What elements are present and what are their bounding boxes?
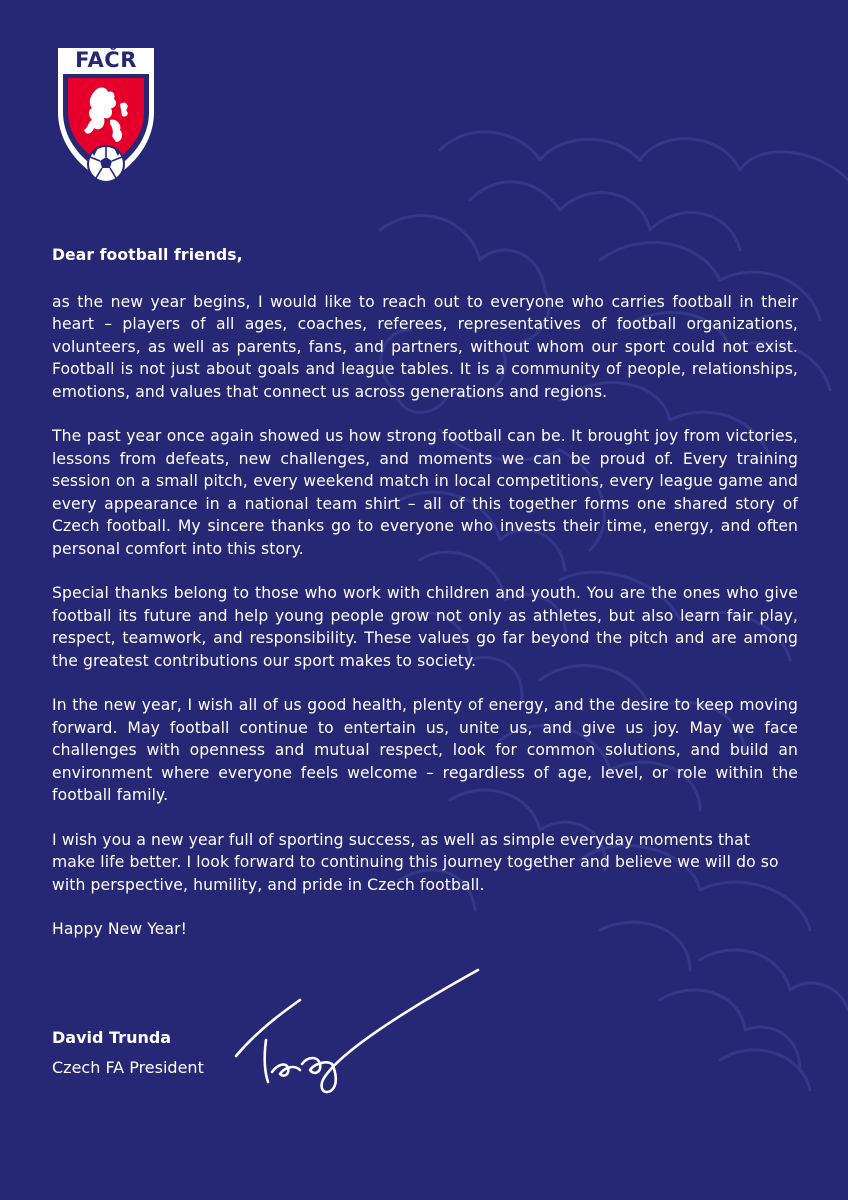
letter-paragraph: The past year once again showed us how strong football can be. It brought joy from victories, lessons from defeats, new challenges, and moments we can be proud of. Every training session on a small pitch, every weekend match in local competitions, every league game and every appearance in a national team shirt – all of this together forms one shared story of Czech football. My sincere thanks go to everyone who invests their time, energy, and often personal comfort into this story.	[52, 427, 798, 558]
letter-paragraph: In the new year, I wish all of us good health, plenty of energy, and the desire to keep moving forward. May football continue to entertain us, unite us, and give us joy. May we face challenges with openness and mutual respect, look for common solutions, and build an environment where everyone feels welcome – regardless of age, level, or role within the football family.	[52, 696, 798, 804]
logo-wordmark: FAČR	[75, 48, 137, 72]
letter-paragraph: I wish you a new year full of sporting success, as well as simple everyday moments that make life better. I look forward to continuing this journey together and believe we will do so with perspective, humility, and pride in Czech football.	[52, 830, 779, 894]
signer-title: Czech FA President	[52, 1058, 204, 1077]
signer-name: David Trunda	[52, 1028, 172, 1047]
letter-paragraph: as the new year begins, I would like to reach out to everyone who carries football in their heart – players of all ages, coaches, referees, representatives of football organizations, volunteers, as well as parents, fans, and partners, without whom our sport could not exist. Football is not just about goals and league tables. It is a community of people, relationships, emotions, and values that connect us across generations and regions.	[52, 292, 798, 401]
closing-line: Happy New Year!	[52, 920, 187, 938]
letter-body	[52, 244, 798, 941]
letter-paragraph: Special thanks belong to those who work with children and youth. You are the ones who give football its future and help young people grow not only as athletes, but also learn fair play, respect, teamwork, and responsibility. These values go far beyond the pitch and are among the greatest contributions our sport makes to society.	[52, 584, 798, 670]
salutation: Dear football friends,	[52, 246, 243, 264]
handwritten-signature-icon	[228, 960, 488, 1100]
